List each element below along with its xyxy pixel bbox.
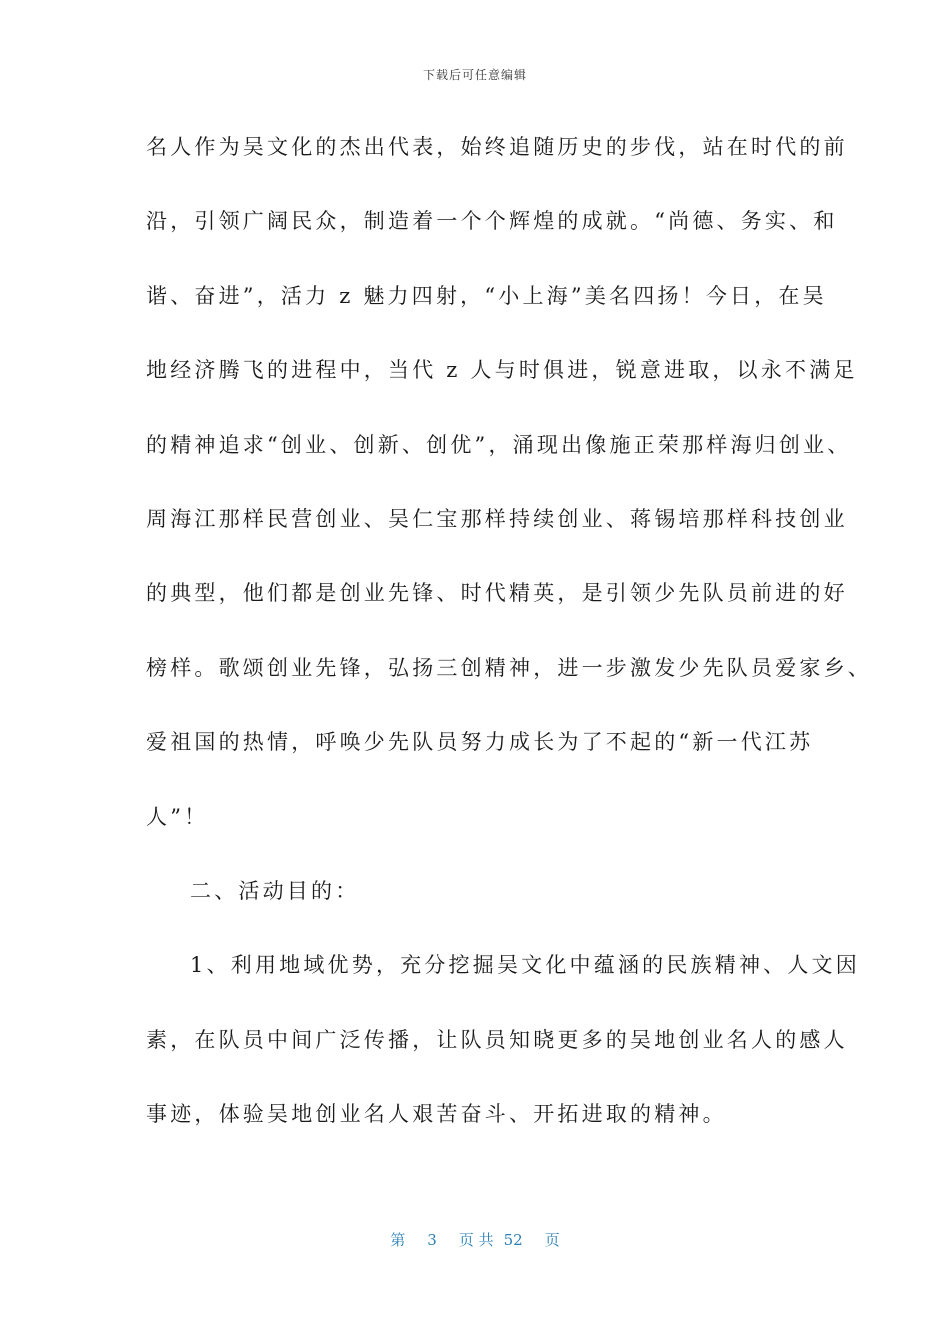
footer-page-number: 3 bbox=[427, 1231, 437, 1249]
footer-total-pages: 52 bbox=[503, 1231, 523, 1249]
footer-suffix: 页 bbox=[544, 1231, 560, 1249]
text-line: 爱祖国的热情，呼唤少先队员努力成长为了不起的“新一代江苏 bbox=[146, 730, 814, 755]
footer-prefix: 第 bbox=[390, 1231, 406, 1249]
text-line: 地经济腾飞的进程中，当代 z 人与时俱进，锐意进取，以永不满足 bbox=[146, 358, 858, 383]
text-line: 谐、奋进”，活力 z 魅力四射，“小上海”美名四扬！今日，在吴 bbox=[146, 283, 827, 308]
section-heading: 二、活动目的： bbox=[190, 878, 360, 903]
text-line: 1、利用地域优势，充分挖掘吴文化中蕴涵的民族精神、人文因 bbox=[190, 953, 860, 978]
text-line: 素，在队员中间广泛传播，让队员知晓更多的吴地创业名人的感人 bbox=[146, 1027, 848, 1052]
document-body bbox=[146, 126, 872, 1167]
text-line: 周海江那样民营创业、吴仁宝那样持续创业、蒋锡培那样科技创业 bbox=[146, 506, 848, 531]
text-line: 名人作为吴文化的杰出代表，始终追随历史的步伐，站在时代的前 bbox=[146, 135, 848, 159]
footer-middle: 页 共 bbox=[458, 1231, 494, 1249]
text-line: 沿，引领广阔民众，制造着一个个辉煌的成就。“尚德、务实、和 bbox=[146, 209, 838, 234]
text-line: 榜样。歌颂创业先锋，弘扬三创精神，进一步激发少先队员爱家乡、 bbox=[146, 655, 872, 680]
text-line: 事迹，体验吴地创业名人艰苦奋斗、开拓进取的精神。 bbox=[146, 1102, 727, 1127]
text-line: 的典型，他们都是创业先锋、时代精英，是引领少先队员前进的好 bbox=[146, 581, 848, 606]
text-line: 人”！ bbox=[146, 804, 209, 829]
page-footer bbox=[0, 1229, 950, 1250]
text-line: 的精神追求“创业、创新、创优”，涌现出像施正荣那样海归创业、 bbox=[146, 432, 852, 457]
page-header: 下载后可任意编辑 bbox=[422, 68, 527, 82]
